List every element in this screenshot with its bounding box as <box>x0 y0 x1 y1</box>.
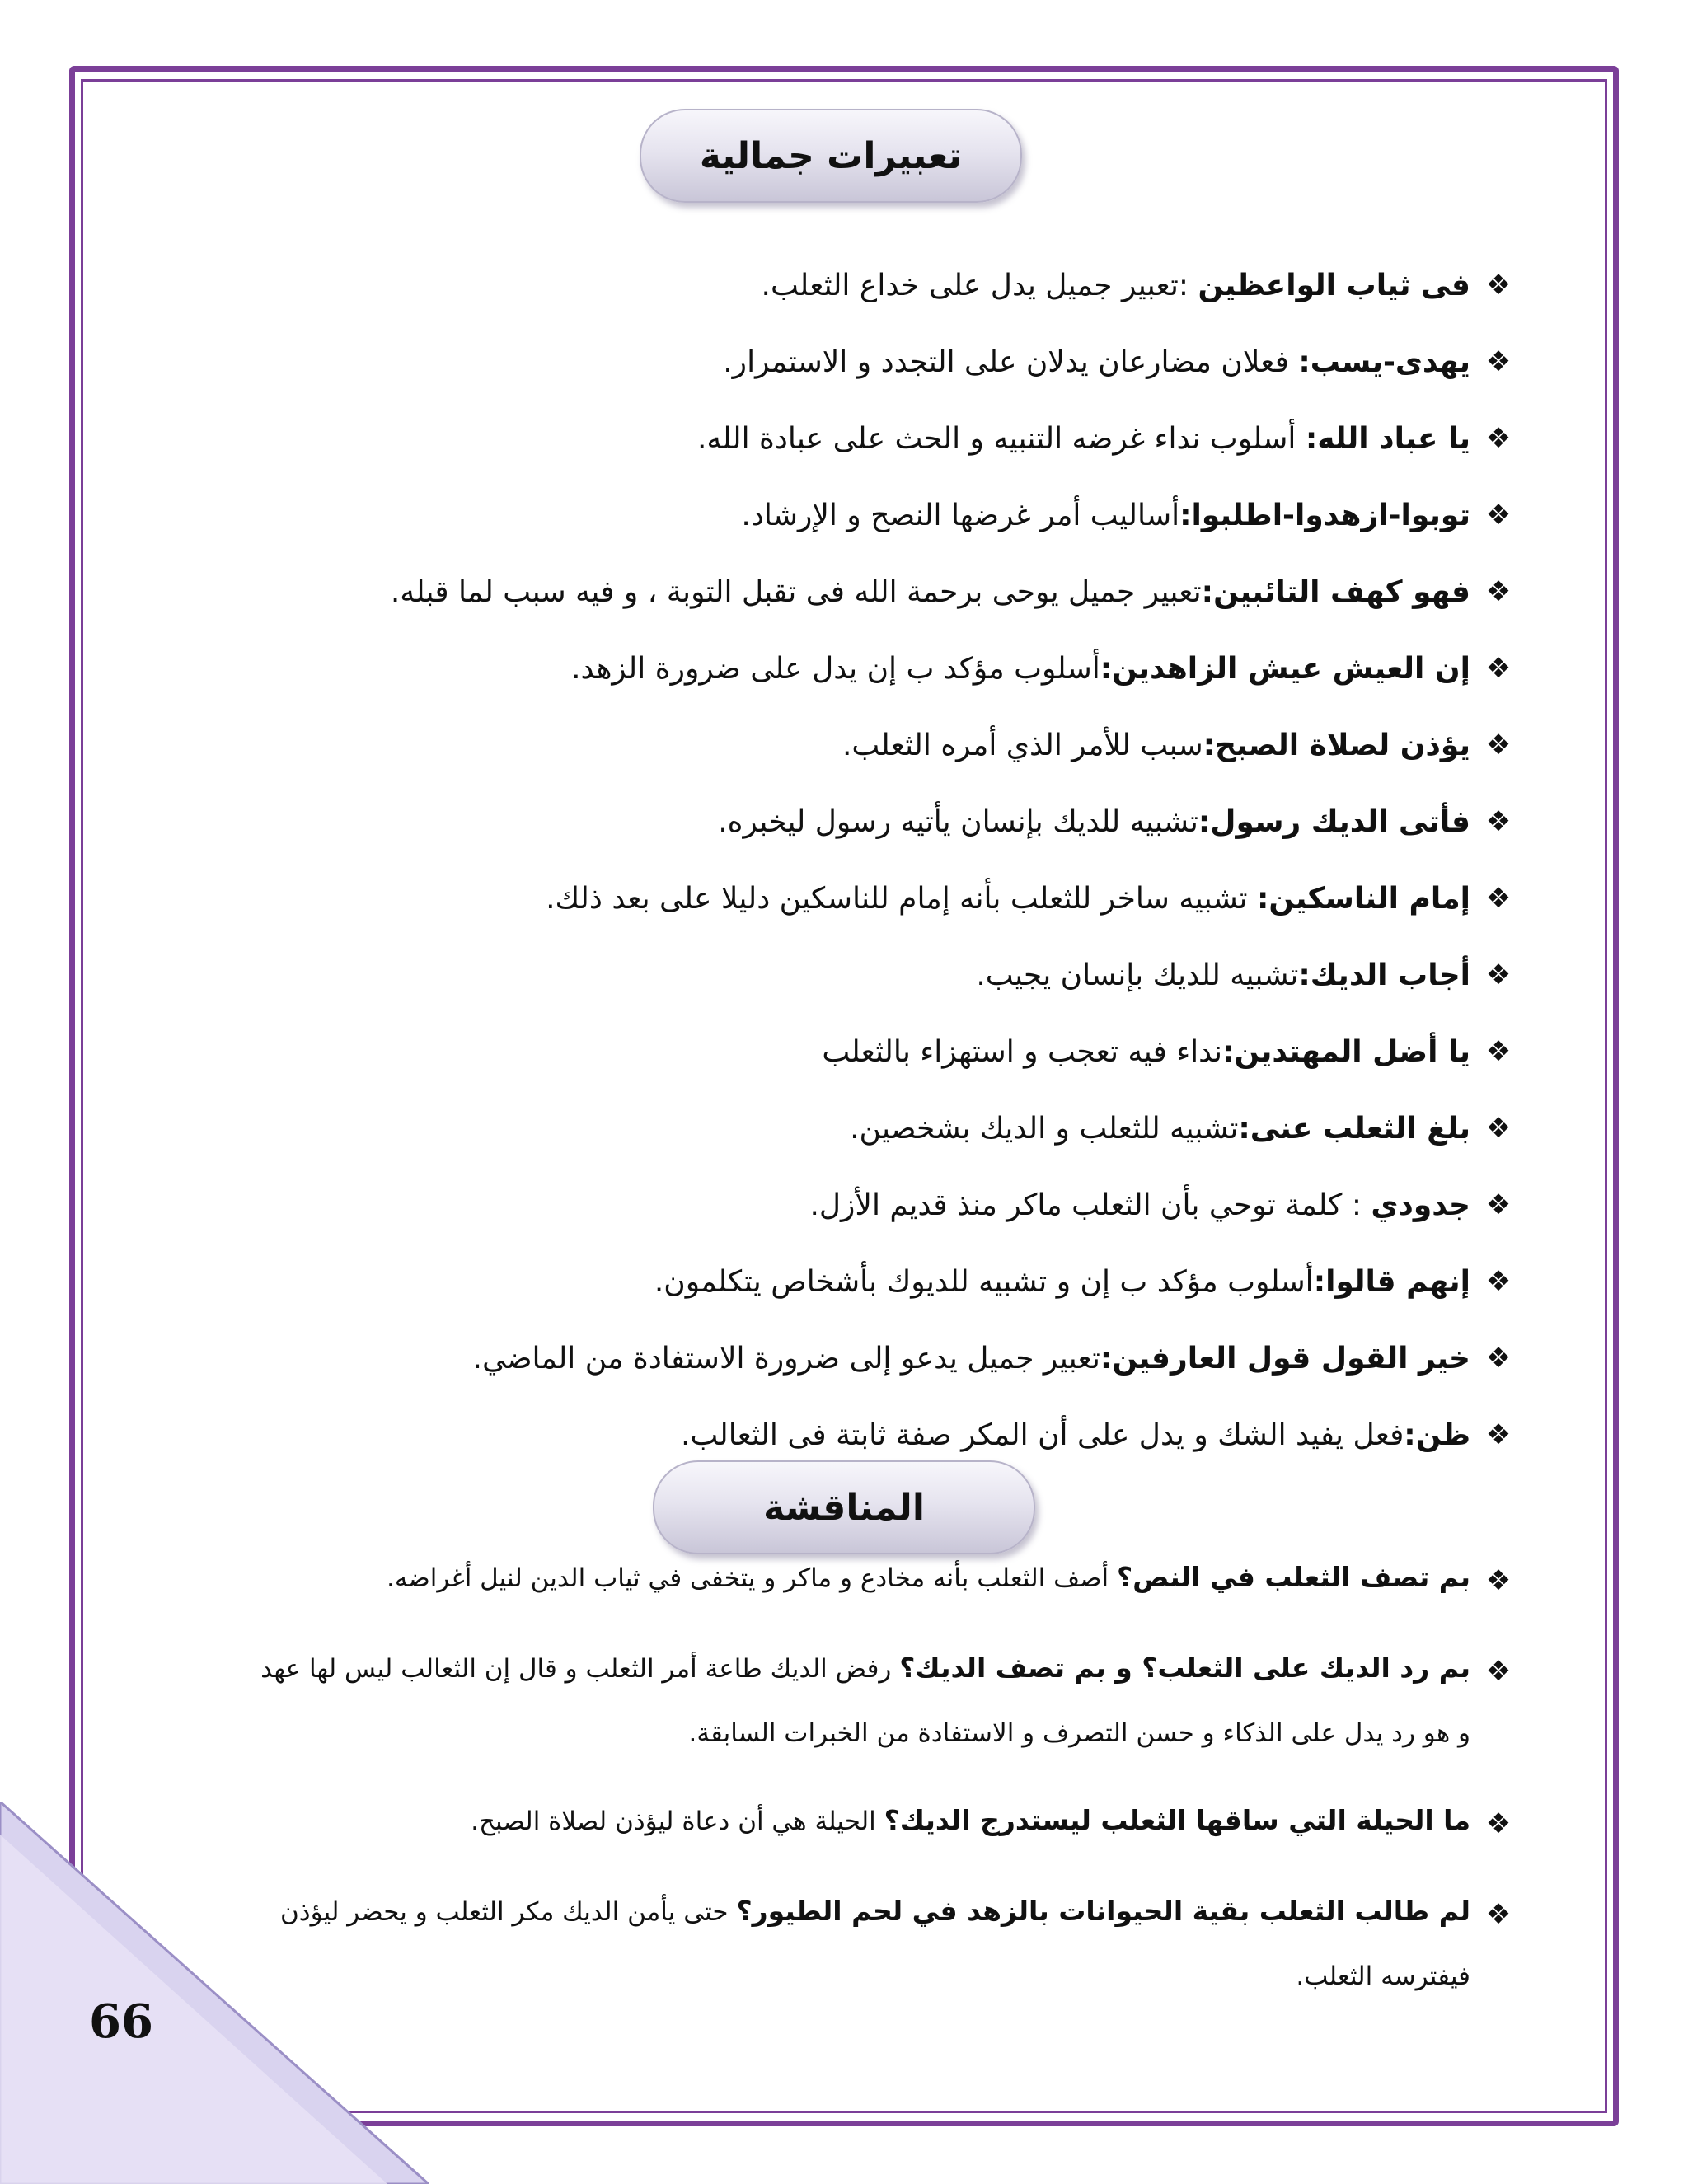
discussion-question: لم طالب الثعلب بقية الحيوانات بالزهد في لحم الطيور؟ <box>736 1895 1470 1927</box>
diamond-bullet-icon: ❖ <box>1485 1418 1512 1451</box>
expression-description: أسلوب مؤكد ب إن و تشبيه للديوك بأشخاص يتكلمون. <box>654 1265 1314 1299</box>
expression-description: فعل يفيد الشك و يدل على أن المكر صفة ثابتة فى الثعالب. <box>680 1418 1404 1452</box>
list-item <box>148 1014 1515 1090</box>
list-item <box>148 401 1515 477</box>
expression-description: سبب للأمر الذي أمره الثعلب. <box>842 729 1203 762</box>
expression-term: يهدى-يسب: <box>1298 345 1470 379</box>
discussion-answer: الحيلة هي أن دعاة ليؤذن لصلاة الصبح. <box>471 1807 884 1836</box>
expression-term: فى ثياب الواعظين <box>1198 269 1470 302</box>
diamond-bullet-icon: ❖ <box>1485 499 1512 532</box>
expression-term: إنهم قالوا: <box>1313 1265 1470 1299</box>
expression-description: أسلوب مؤكد ب إن يدل على ضرورة الزهد. <box>571 652 1100 686</box>
expression-description: تشبيه للديك بإنسان يجيب. <box>976 958 1299 992</box>
expression-description: تعبير جميل يوحى برحمة الله فى تقبل التوبة ، و فيه سبب لما قبله. <box>390 575 1202 609</box>
expression-description: تشبيه ساخر للثعلب بأنه إمام للناسكين دليلا على بعد ذلك. <box>546 882 1258 916</box>
expression-term: ظن: <box>1404 1418 1470 1452</box>
list-item <box>148 1244 1515 1320</box>
diamond-bullet-icon: ❖ <box>1485 729 1512 762</box>
list-item <box>148 324 1515 401</box>
expression-description: تعبير جميل يدعو إلى ضرورة الاستفادة من الماضي. <box>472 1342 1100 1376</box>
diamond-bullet-icon: ❖ <box>1485 1112 1512 1145</box>
expression-term: جدودي <box>1371 1188 1470 1222</box>
diamond-bullet-icon: ❖ <box>1485 1342 1512 1375</box>
diamond-bullet-icon: ❖ <box>1485 1898 1512 1931</box>
list-item <box>148 784 1515 860</box>
expression-term: يا عباد الله: <box>1305 422 1470 456</box>
page-corner-decoration <box>0 1802 429 2184</box>
list-item <box>148 630 1515 707</box>
expression-term: خير القول قول العارفين: <box>1100 1342 1470 1376</box>
discussion-answer: حتى يأمن الديك مكر الثعلب و يحضر ليؤذن <box>280 1897 737 1927</box>
expression-term: أجاب الديك: <box>1298 958 1470 992</box>
expression-description: أسلوب نداء غرضه التنبيه و الحث على عبادة الله. <box>696 422 1306 456</box>
expression-description: فعلان مضارعان يدلان على التجدد و الاستمرار. <box>723 345 1299 379</box>
diamond-bullet-icon: ❖ <box>1485 652 1512 685</box>
diamond-bullet-icon: ❖ <box>1485 1655 1512 1688</box>
expression-description: : كلمة توحي بأن الثعلب ماكر منذ قديم الأزل. <box>809 1188 1372 1222</box>
diamond-bullet-icon: ❖ <box>1485 1564 1512 1597</box>
list-item <box>148 860 1515 937</box>
list-item <box>148 707 1515 784</box>
expression-description: أساليب أمر غرضها النصح و الإرشاد. <box>741 499 1180 532</box>
discussion-question: بم تصف الثعلب في النص؟ <box>1117 1561 1470 1593</box>
discussion-answer-continued: فيفترسه الثعلب. <box>1296 1961 1470 1991</box>
section-title-discussion: المناقشة <box>653 1460 1035 1554</box>
discussion-answer: أصف الثعلب بأنه مخادع و ماكر و يتخفى في ثياب الدين لنيل أغراضه. <box>386 1563 1118 1593</box>
list-item <box>148 247 1515 324</box>
expression-term: بلغ الثعلب عنى: <box>1238 1112 1470 1146</box>
expression-term: يا أضل المهتدين: <box>1222 1035 1470 1069</box>
expression-term: إن العيش عيش الزاهدين: <box>1100 652 1470 686</box>
diamond-bullet-icon: ❖ <box>1485 1035 1512 1068</box>
list-item <box>148 1558 1515 1601</box>
expression-term: فأتى الديك رسول: <box>1198 805 1470 839</box>
list-item <box>148 1320 1515 1397</box>
diamond-bullet-icon: ❖ <box>1485 805 1512 838</box>
expression-term: توبوا-ازهدوا-اطلبوا: <box>1179 499 1470 532</box>
diamond-bullet-icon: ❖ <box>1485 345 1512 378</box>
diamond-bullet-icon: ❖ <box>1485 1807 1512 1840</box>
diamond-bullet-icon: ❖ <box>1485 269 1512 302</box>
expression-term: يؤذن لصلاة الصبح: <box>1203 729 1470 762</box>
list-item <box>148 554 1515 630</box>
section-title-expressions: تعبيرات جمالية <box>640 109 1022 203</box>
discussion-question: بم رد الديك على الثعلب؟ و بم تصف الديك؟ <box>899 1652 1470 1684</box>
list-item <box>148 937 1515 1014</box>
expressions-list <box>148 247 1515 1474</box>
diamond-bullet-icon: ❖ <box>1485 1188 1512 1221</box>
discussion-answer-continued: و هو رد يدل على الذكاء و حسن التصرف و الاستفادة من الخبرات السابقة. <box>688 1718 1470 1748</box>
expression-description: نداء فيه تعجب و استهزاء بالثعلب <box>822 1035 1223 1069</box>
expression-term: فهو كهف التائبين: <box>1201 575 1470 609</box>
diamond-bullet-icon: ❖ <box>1485 882 1512 915</box>
list-item <box>148 1090 1515 1167</box>
expression-description: :تعبير جميل يدل على خداع الثعلب. <box>761 269 1198 302</box>
diamond-bullet-icon: ❖ <box>1485 1265 1512 1298</box>
diamond-bullet-icon: ❖ <box>1485 958 1512 991</box>
diamond-bullet-icon: ❖ <box>1485 422 1512 455</box>
discussion-question: ما الحيلة التي ساقها الثعلب ليستدرج الديك؟ <box>884 1804 1470 1836</box>
expression-term: إمام الناسكين: <box>1257 882 1470 916</box>
list-item <box>148 1648 1515 1753</box>
discussion-answer: رفض الديك طاعة أمر الثعلب و قال إن الثعالب ليس لها عهد <box>260 1654 900 1684</box>
list-item <box>148 1167 1515 1244</box>
diamond-bullet-icon: ❖ <box>1485 575 1512 608</box>
list-item <box>148 477 1515 554</box>
page-number: 66 <box>89 1994 153 2049</box>
expression-description: تشبيه للديك بإنسان يأتيه رسول ليخبره. <box>718 805 1198 839</box>
expression-description: تشبيه للثعلب و الديك بشخصين. <box>850 1112 1239 1146</box>
